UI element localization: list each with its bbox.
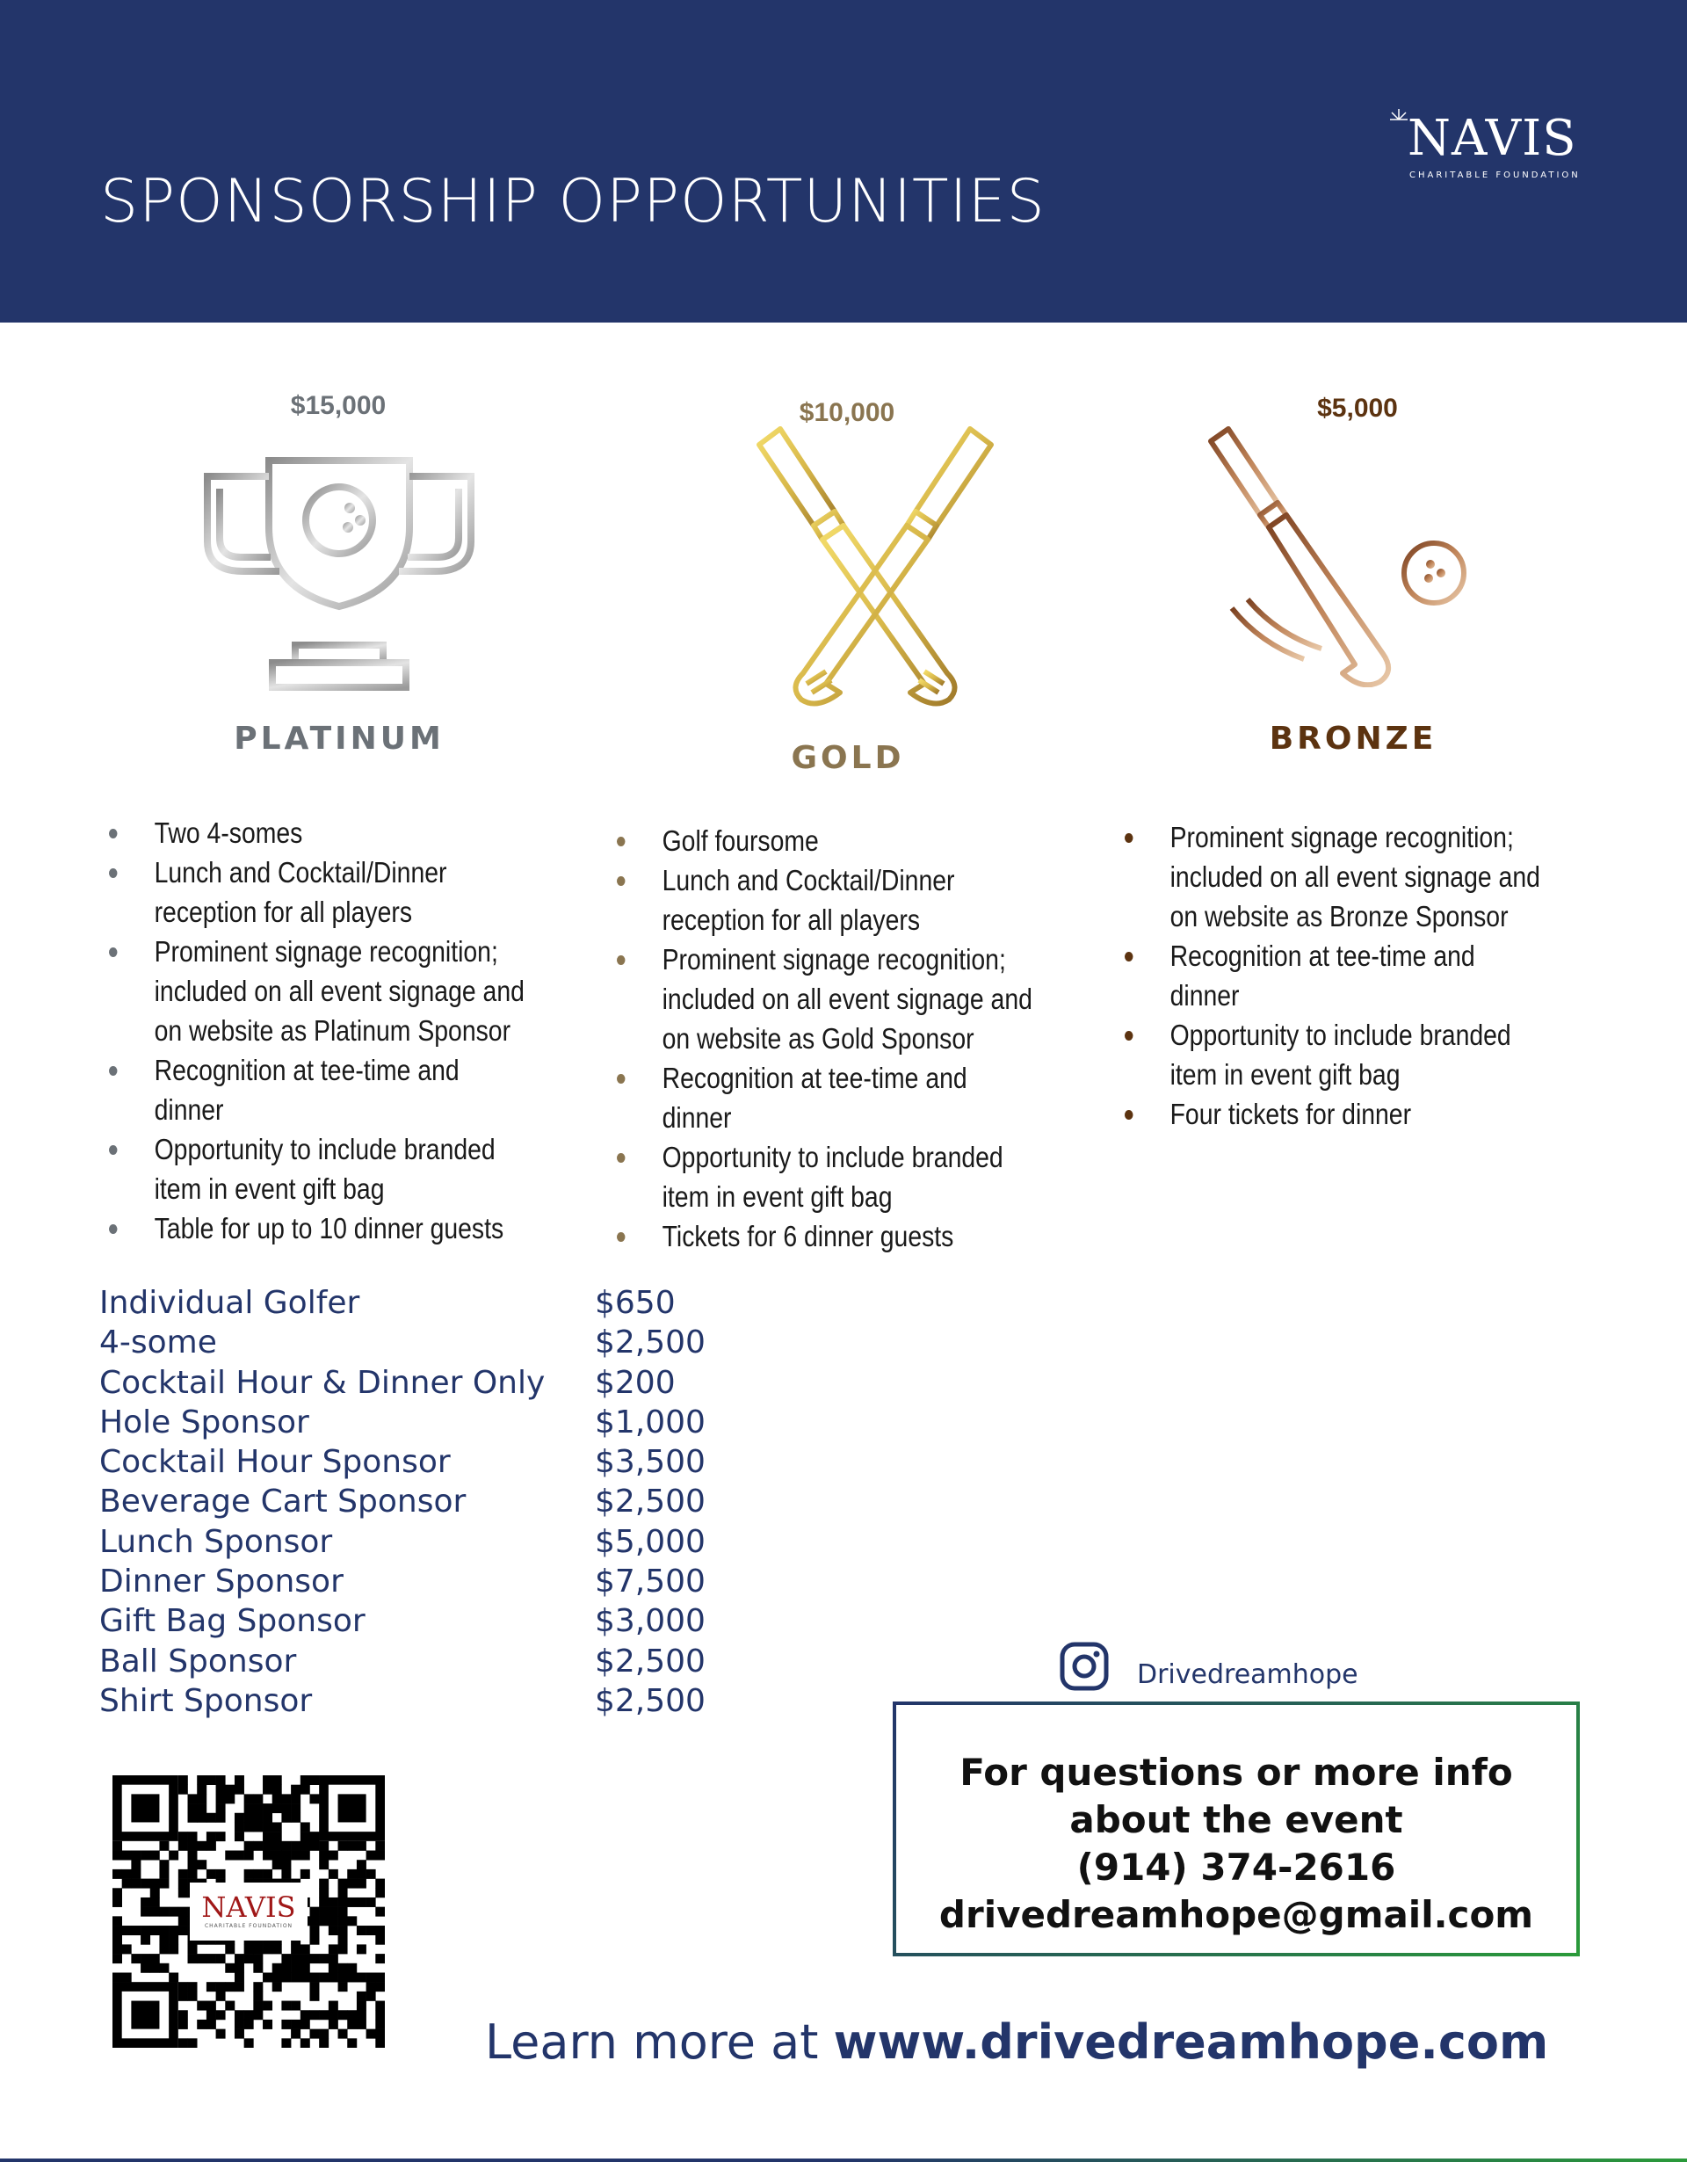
list-item: Lunch and Cocktail/Dinner: [109, 853, 525, 892]
list-item: on website as Bronze Sponsor: [1169, 900, 1509, 932]
benefits-list: [1125, 817, 1540, 1134]
list-item: item in event gift bag: [154, 1172, 385, 1205]
list-item: Recognition at tee-time and: [109, 1050, 525, 1090]
logo-name: NAVIS: [1408, 110, 1577, 167]
list-item: Prominent signage recognition;: [109, 932, 525, 971]
crossed-golf-clubs-icon: [754, 424, 996, 710]
header-banner: [0, 0, 1687, 323]
tier-name: PLATINUM: [234, 721, 445, 757]
contact-line: about the event: [1069, 1798, 1403, 1841]
list-item: Opportunity to include branded: [617, 1137, 1032, 1177]
navis-logo: [1388, 110, 1581, 185]
list-item: Recognition at tee-time and: [1125, 936, 1540, 976]
benefits-list: [109, 813, 525, 1248]
list-item: reception for all players: [154, 896, 413, 928]
bullet-icon: [617, 1074, 625, 1084]
list-item: on website as Platinum Sponsor: [154, 1014, 511, 1047]
contact-phone[interactable]: (914) 374-2616: [1076, 1846, 1396, 1889]
list-item: dinner: [662, 1101, 732, 1134]
bullet-icon: [1125, 1031, 1133, 1041]
instagram-handle[interactable]: Drivedreamhope: [1137, 1659, 1358, 1690]
list-item: included on all event signage and: [1169, 860, 1540, 893]
qr-navis-logo: NAVIS CHARITABLE FOUNDATION: [190, 1883, 308, 1941]
bullet-icon: [617, 955, 625, 965]
list-item: dinner: [1169, 979, 1240, 1012]
list-item: reception for all players: [662, 903, 921, 936]
bullet-icon: [109, 1066, 117, 1076]
list-item: Opportunity to include branded: [1125, 1015, 1540, 1055]
list-item: item in event gift bag: [662, 1180, 893, 1213]
website-link[interactable]: www.drivedreamhope.com: [833, 2014, 1549, 2070]
list-item: Table for up to 10 dinner guests: [109, 1208, 525, 1248]
bullet-icon: [617, 1232, 625, 1242]
bullet-icon: [109, 947, 117, 957]
logo-subtitle: CHARITABLE FOUNDATION: [1409, 171, 1581, 180]
bullet-icon: [109, 868, 117, 878]
list-item: included on all event signage and: [662, 983, 1032, 1015]
bullet-icon: [109, 829, 117, 838]
list-item: Lunch and Cocktail/Dinner: [617, 860, 1032, 900]
contact-line: For questions or more info: [959, 1751, 1513, 1794]
bullet-icon: [109, 1145, 117, 1155]
contact-box: [893, 1701, 1580, 1956]
bottom-divider: [0, 2159, 1687, 2162]
bullet-icon: [1125, 1110, 1133, 1120]
benefits-list: [617, 821, 1032, 1256]
bullet-icon: [1125, 952, 1133, 961]
learn-more-text: Learn more at www.drivedreamhope.com: [485, 2014, 1549, 2070]
list-item: Golf foursome: [617, 821, 1032, 860]
list-item: Two 4-somes: [109, 813, 525, 853]
list-item: Recognition at tee-time and: [617, 1058, 1032, 1098]
tier-name: GOLD: [791, 740, 905, 776]
bullet-icon: [1125, 833, 1133, 843]
list-item: Four tickets for dinner: [1125, 1094, 1540, 1134]
list-item: dinner: [154, 1093, 224, 1126]
list-item: Prominent signage recognition;: [1125, 817, 1540, 857]
list-item: on website as Gold Sponsor: [662, 1022, 974, 1055]
list-item: item in event gift bag: [1169, 1058, 1401, 1091]
list-item: included on all event signage and: [154, 975, 525, 1007]
trophy-icon: [200, 457, 478, 694]
sun-icon: [1388, 107, 1409, 134]
bullet-icon: [617, 837, 625, 846]
bullet-icon: [109, 1224, 117, 1234]
list-item: Tickets for 6 dinner guests: [617, 1216, 1032, 1256]
qr-code[interactable]: [112, 1775, 385, 2048]
golf-club-and-ball-icon: [1207, 424, 1471, 687]
bullet-icon: [617, 876, 625, 886]
tier-price: $10,000: [799, 398, 895, 427]
bullet-icon: [617, 1153, 625, 1163]
instagram-icon[interactable]: [1060, 1642, 1109, 1691]
tier-name: BRONZE: [1269, 721, 1437, 757]
contact-email[interactable]: drivedreamhope@gmail.com: [938, 1893, 1534, 1936]
tier-price: $15,000: [290, 391, 387, 420]
list-item: Prominent signage recognition;: [617, 940, 1032, 979]
list-item: Opportunity to include branded: [109, 1129, 525, 1169]
page-title: SPONSORSHIP OPPORTUNITIES: [100, 167, 1046, 236]
tier-price: $5,000: [1317, 394, 1398, 423]
